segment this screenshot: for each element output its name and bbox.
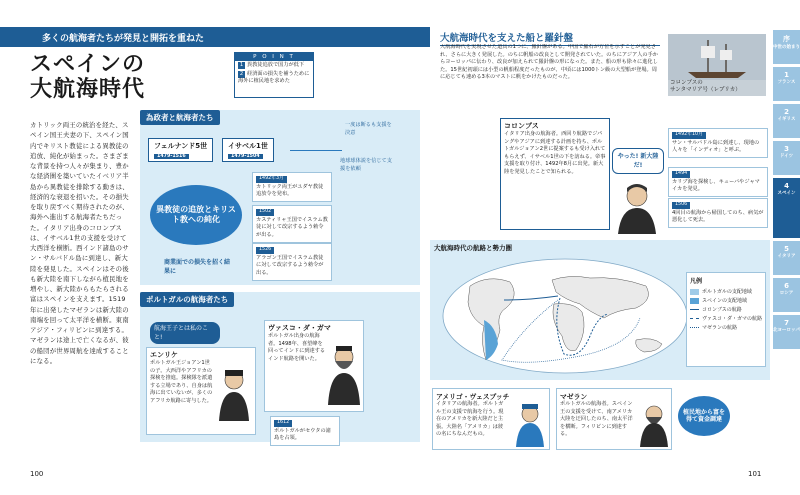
henrique-portrait-icon (215, 366, 253, 421)
page-title (30, 52, 145, 103)
amerigo-text: イタリアの航海者。ポルトガル王の支援で航海を行う。現在のアメリカを新大陸だと主張。大陸名「アメリカ」は彼の名にちなんだもの。 (436, 401, 504, 438)
ruler-card-fernando (148, 138, 213, 162)
legend-item (690, 297, 762, 304)
gama-portrait-icon (325, 343, 363, 405)
event-year: 1494 (672, 171, 690, 178)
ruler-card-isabel (222, 138, 274, 162)
event-year: 1506 (672, 202, 690, 209)
henrique-speech: 航海王子とは私のこと! (150, 322, 220, 344)
colonies-bubble: 植民地から富を得て資金調達 (678, 396, 730, 436)
chapter-tab-7[interactable] (773, 315, 800, 349)
point-item-2 (235, 70, 313, 86)
columbus-card (500, 118, 610, 230)
chapter-tab-sub: 北ヨーロッパ (773, 328, 800, 333)
chapter-tab-label: 6 (784, 282, 789, 290)
event-text: カスティリャ王国でイスラム教徒に対して改宗するよう勅令が出る。 (256, 216, 328, 239)
ship-section-text: 大航海時代を実現させた道具の1つに、羅針盤がある。中国で羅石が方位を示すことが発見され、さらに大きく発展した。のちに帆船の改良として開発されていた。のちにアジア人の手からヨーロッパに伝わり、改良が加えられて羅針盤の形になった。また、船の形も徐々に進化した。15世紀初頭には小型の帆船程度だったものが、中頃には1000トン級の大型船が登場。周に応じても速める3本のマストに帆をかけたものだった。 (440, 44, 658, 81)
point-text: 経済面の損失を補うために海外に植民地を求めた (238, 70, 310, 84)
ruler-name: フェルナンド5世 (154, 142, 208, 150)
chapter-tab-sub: スペイン (777, 191, 796, 196)
event-text: アラゴン王国でイスラム教徒に対して改宗するよう勅令が出る。 (256, 254, 324, 277)
chapter-tab-sub: イギリス (777, 117, 796, 122)
event-year: 1492年3月 (256, 176, 287, 183)
columbus-speech: やった! 新大陸だ! (612, 148, 664, 174)
magellan-name: マゼラン (560, 393, 588, 401)
ship-section-title: 大航海時代を支えた船と羅針盤 (440, 30, 660, 46)
event-1492 (252, 172, 332, 202)
legend-swatch (690, 298, 699, 304)
chapter-tab-label: 1 (784, 71, 789, 79)
chapter-tab-label: 3 (784, 145, 789, 153)
legend-label: スペインの支配地域 (702, 298, 748, 304)
legend-item (690, 324, 762, 331)
magellan-card (556, 388, 672, 450)
support-note: 一度は断るも支援を決意 (345, 122, 392, 136)
ruler-name: イサベル1世 (228, 142, 268, 150)
point-text: 異教徒追放で国力が低下 (247, 62, 305, 68)
purge-bubble: 異教徒の追放とキリスト教への純化 (150, 185, 242, 245)
magellan-text: ポルトガルの航海者。スペイン王の支援を受けて、南アメリカ大陸を迂回したのち、南太平洋を横断。フィリピンに到達する。 (560, 401, 633, 438)
amerigo-name: アメリゴ・ヴェスプッチ (436, 393, 510, 401)
portugal-panel (140, 292, 420, 442)
intro-text: カトリック両王の統治を経た、スペイン国王夫妻の下、スペイン国内でキリスト教徒による異教徒の追放、純化が始まった。さまざまな背景を持つ人々が集まり、豊かな経済圏を築いていたイベリア半島から異教徒を排除する動きは、経済的な衰退を招いた。その損失を取り戻すべく期待されたのが、海外へ進出する航海者たちだった。イタリア出身のコロンブスは、イサベル1世の支援を受けて大西洋を横断。西インド諸島のサン・サルバドル島に到達し、新大陸を発見した。スペインはその後も新大陸を南下しながら植民地を増やし、新大陸からもたらされる富はスペインを支えます。1519年に出発したマゼランは新大陸の南端を回って太平洋を横断。東南アジア・フィリピンに到達する。マゼランは途上で亡くなるが、彼の船団が世界周航を達成することになる。 (30, 121, 129, 365)
legend-line (690, 327, 699, 328)
legend-label: ヴァスコ・ダ・ガマの航路 (702, 316, 762, 322)
title-line-1: スペインの (30, 52, 146, 77)
magellan-portrait-icon (637, 401, 671, 447)
ship-caption (670, 80, 741, 94)
event-year: 1492年10月 (672, 132, 706, 139)
event-1502 (252, 205, 332, 243)
legend-item (690, 306, 762, 313)
chapter-tab-label: 2 (784, 108, 789, 116)
ruler-years: 1479-1516 (154, 154, 189, 159)
legend-label: マゼランの航路 (702, 325, 738, 331)
chapter-header: 多くの航海者たちが発見と開拓を重ねた (0, 27, 430, 47)
event-text: サン・サルバドル島に到達し、現地の人々を「インディオ」と呼ぶ。 (672, 139, 760, 154)
chapter-tab-label: 4 (784, 182, 789, 190)
columbus-name: コロンブス (504, 122, 539, 130)
chapter-tab-label: 5 (784, 245, 789, 253)
event-text: カトリック両王がユダヤ教徒追放令を発布。 (256, 183, 324, 198)
chapter-tab-2[interactable] (773, 104, 800, 138)
chapter-tab-label: 序 (783, 35, 790, 43)
chapter-tab-sub: イタリア (777, 254, 796, 259)
section-title-rulers: 為政者と航海者たち (140, 110, 220, 125)
chapter-tabs (773, 30, 800, 470)
world-map (440, 256, 690, 376)
chapter-tab-3[interactable] (773, 141, 800, 175)
gama-card (264, 320, 364, 412)
event-1612 (270, 416, 340, 446)
chapter-tab-sub: フランス (777, 80, 796, 85)
event-text: ポルトガルがセウタの諸島を占領。 (274, 427, 331, 442)
amerigo-portrait-icon (513, 401, 547, 447)
amerigo-card (432, 388, 550, 450)
columbus-text: イタリア出身の航海者。西回り航路でジパングやアジアに到達する計画を持ち、ポルトガルジョアン2世に提案するも受け入れてもらえず、イサベル1世の下を訪ねる。帝事支援を取り付け、1492年8月に出発。新大陸を発見したことで知られる。 (504, 131, 606, 175)
connector-arrow (290, 150, 342, 151)
ship-caption-line-2: サンタマリア号（レプリカ） (670, 87, 741, 94)
page-number-left: 100 (30, 470, 44, 478)
rulers-panel (140, 110, 420, 285)
henrique-text: ポルトガル王ジョアン1世の子。大西洋やアフリカの探検を推進。探検隊を派遣する立場であり、自身は航海に出ていないが、多くのアフリカ航路に寄与した。 (150, 360, 213, 404)
point-heading: P O I N T (235, 53, 313, 61)
page-number-right: 101 (748, 470, 762, 478)
event-1526 (252, 243, 332, 281)
chapter-tab-prologue[interactable] (773, 30, 800, 64)
legend-label: ポルトガルの支配地域 (702, 289, 752, 295)
chapter-tab-5[interactable] (773, 241, 800, 275)
chapter-tab-1[interactable] (773, 67, 800, 101)
ship-caption-line-1: コロンブスの (670, 80, 703, 86)
event-1494 (668, 167, 768, 197)
legend-item (690, 288, 762, 295)
legend-line (690, 318, 699, 319)
map-title: 大航海時代の航路と勢力圏 (434, 244, 512, 252)
chapter-tab-4[interactable] (773, 178, 800, 238)
columbus-portrait-icon (614, 182, 660, 234)
chapter-tab-sub: ドイツ (779, 154, 794, 159)
gama-text: ポルトガル出身の航海者。1498年、喜望峰を回ってインドに到達するインド航路を開いた。 (268, 333, 326, 362)
point-num: 2 (239, 70, 244, 77)
legend-title: 凡例 (690, 278, 703, 285)
point-box (234, 52, 314, 98)
point-item-1 (235, 61, 313, 70)
henrique-card (146, 347, 256, 435)
ship-icon (668, 34, 766, 80)
chapter-tab-sub: 中世の始まり (773, 45, 800, 50)
point-num: 1 (239, 62, 244, 68)
section-title-portugal: ポルトガルの航海者たち (140, 292, 234, 307)
event-text: 4回目の航海から帰国してのち、病気が悪化して死去。 (672, 209, 764, 224)
event-year: 1526 (256, 247, 274, 254)
exile-note: 地球球体説を信じて支援を依頼 (340, 158, 392, 172)
legend-label: コロンブスの航路 (702, 307, 742, 313)
event-year: 1502 (256, 209, 274, 216)
ruler-years: 1479-1504 (228, 154, 263, 159)
legend-item (690, 315, 762, 322)
chapter-tab-label: 7 (784, 319, 789, 327)
event-year: 1612 (274, 420, 292, 427)
title-line-2: 大航海時代 (30, 77, 146, 103)
event-text: カリブ海を探検し、キューバやジャマイカを発見。 (672, 178, 760, 193)
event-1506 (668, 198, 768, 228)
gama-name: ヴァスコ・ダ・ガマ (268, 324, 331, 332)
event-1492-10 (668, 128, 768, 158)
chapter-tab-sub: ロシア (779, 291, 794, 296)
chapter-tab-6[interactable] (773, 278, 800, 312)
legend-line (690, 309, 699, 310)
henrique-name: エンリケ (150, 351, 178, 359)
legend-swatch (690, 289, 699, 295)
trade-loss-note: 商業面での損失を招く結果に (164, 259, 231, 275)
map-legend (686, 272, 766, 367)
